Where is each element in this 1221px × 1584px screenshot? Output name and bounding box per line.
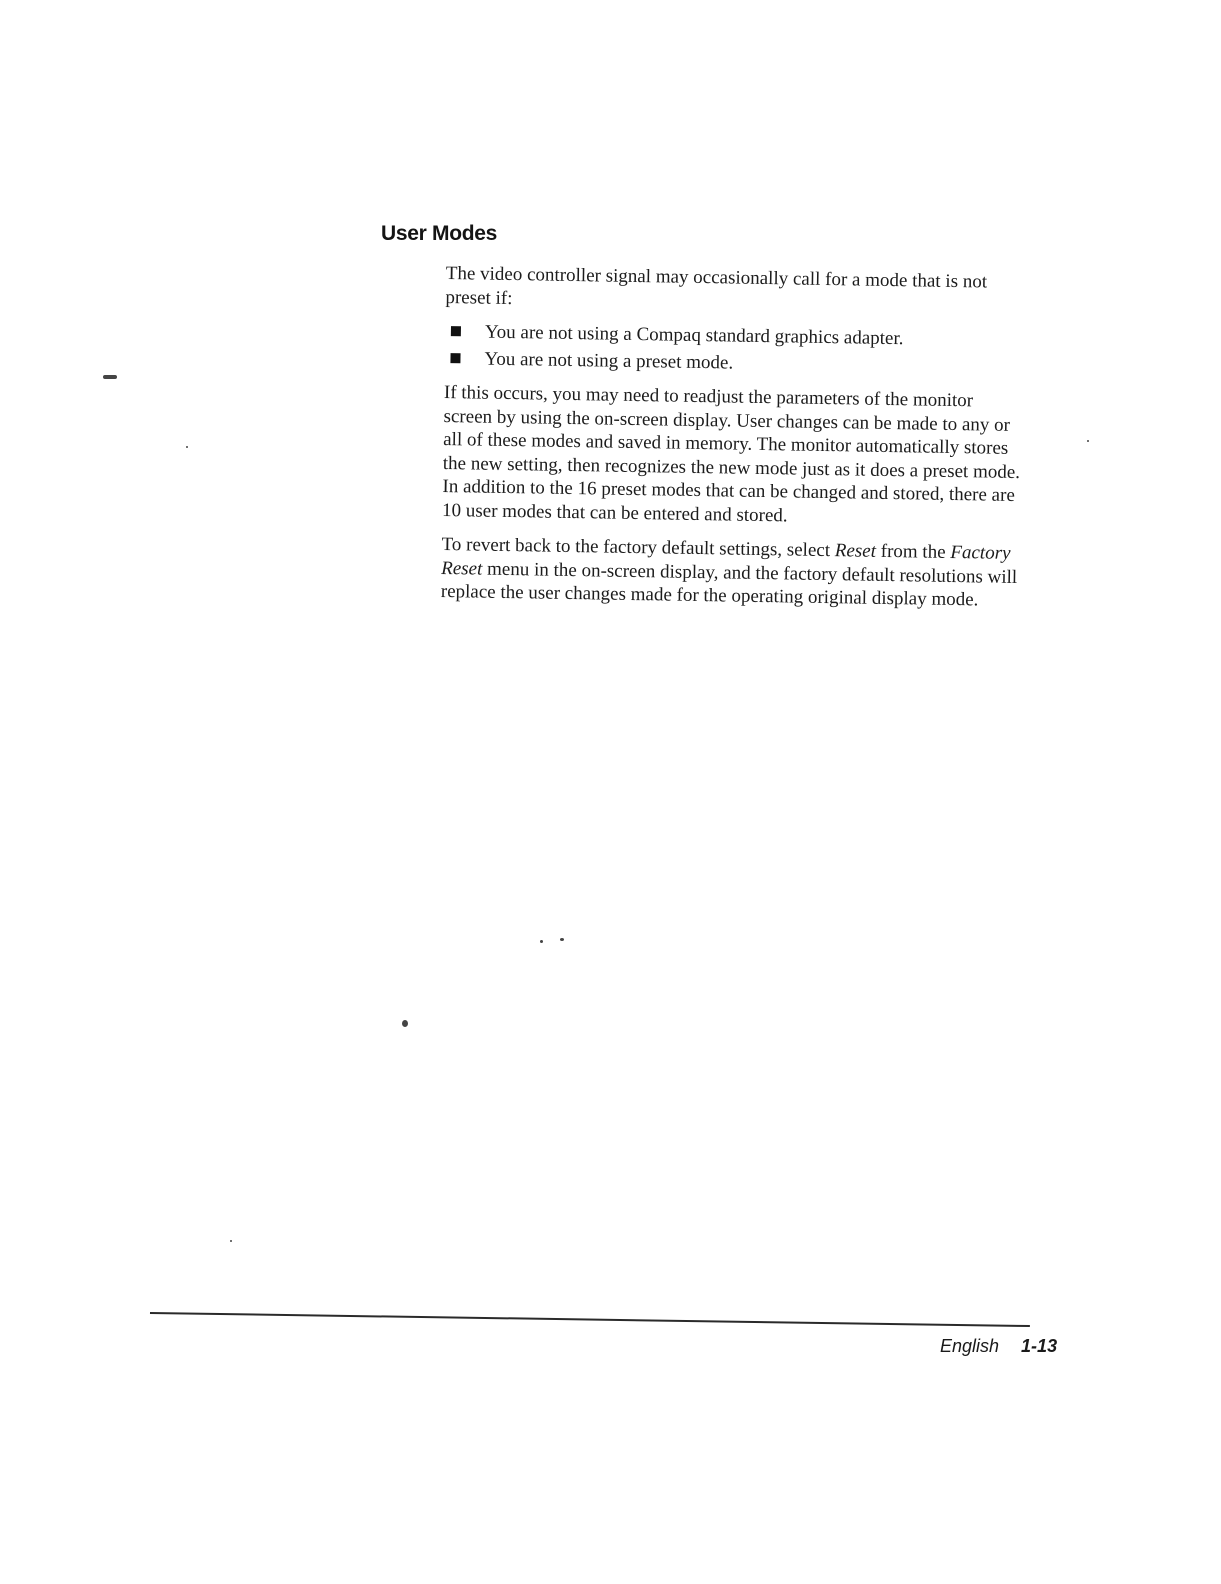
factory-reset-menu-term: Factory Reset: [441, 541, 1011, 580]
paragraph-text: from the: [875, 540, 951, 563]
scan-speck: [103, 375, 117, 379]
reset-option-term: Reset: [834, 540, 877, 562]
paragraph-text: To revert back to the factory default settings, select: [441, 533, 835, 562]
list-item-text: You are not using a Compaq standard graphics adapter.: [484, 321, 904, 350]
page-footer: [940, 1336, 1057, 1357]
scan-speck: [186, 446, 188, 448]
section-heading: User Modes: [381, 222, 498, 245]
scan-speck: [1087, 440, 1089, 442]
scan-speck: [540, 940, 543, 943]
body-text: [440, 262, 1025, 624]
footer-divider: [150, 1312, 1030, 1327]
scan-speck: [560, 938, 564, 941]
square-bullet-icon: [450, 353, 460, 363]
intro-paragraph: The video controller signal may occasionally call for a mode that is not preset if:: [445, 262, 988, 309]
bullet-list: [444, 320, 1025, 379]
list-item: [444, 346, 1024, 379]
scan-speck: [230, 1240, 232, 1242]
user-changes-paragraph: If this occurs, you may need to readjust the parameters of the monitor screen by using the on-screen display. User changes can be made to any or all of these modes and saved in memory. The monitor automatically stores the new setting, then recognizes the new mode just as it does a preset mode. In addition to the 16 preset modes that can be changed and stored, there are 10 user modes that can be entered and stored.: [441, 381, 1021, 526]
footer-language: English: [940, 1336, 1000, 1356]
paragraph-text: menu in the on-screen display, and the factory default resolutions will replace the user changes made for the operating original display mode.: [440, 558, 1018, 611]
list-item-text: You are not using a preset mode.: [484, 348, 734, 374]
page-number: 1-13: [1021, 1336, 1058, 1356]
square-bullet-icon: [451, 326, 461, 336]
factory-reset-paragraph: [441, 533, 1022, 613]
scan-speck: [402, 1020, 408, 1027]
